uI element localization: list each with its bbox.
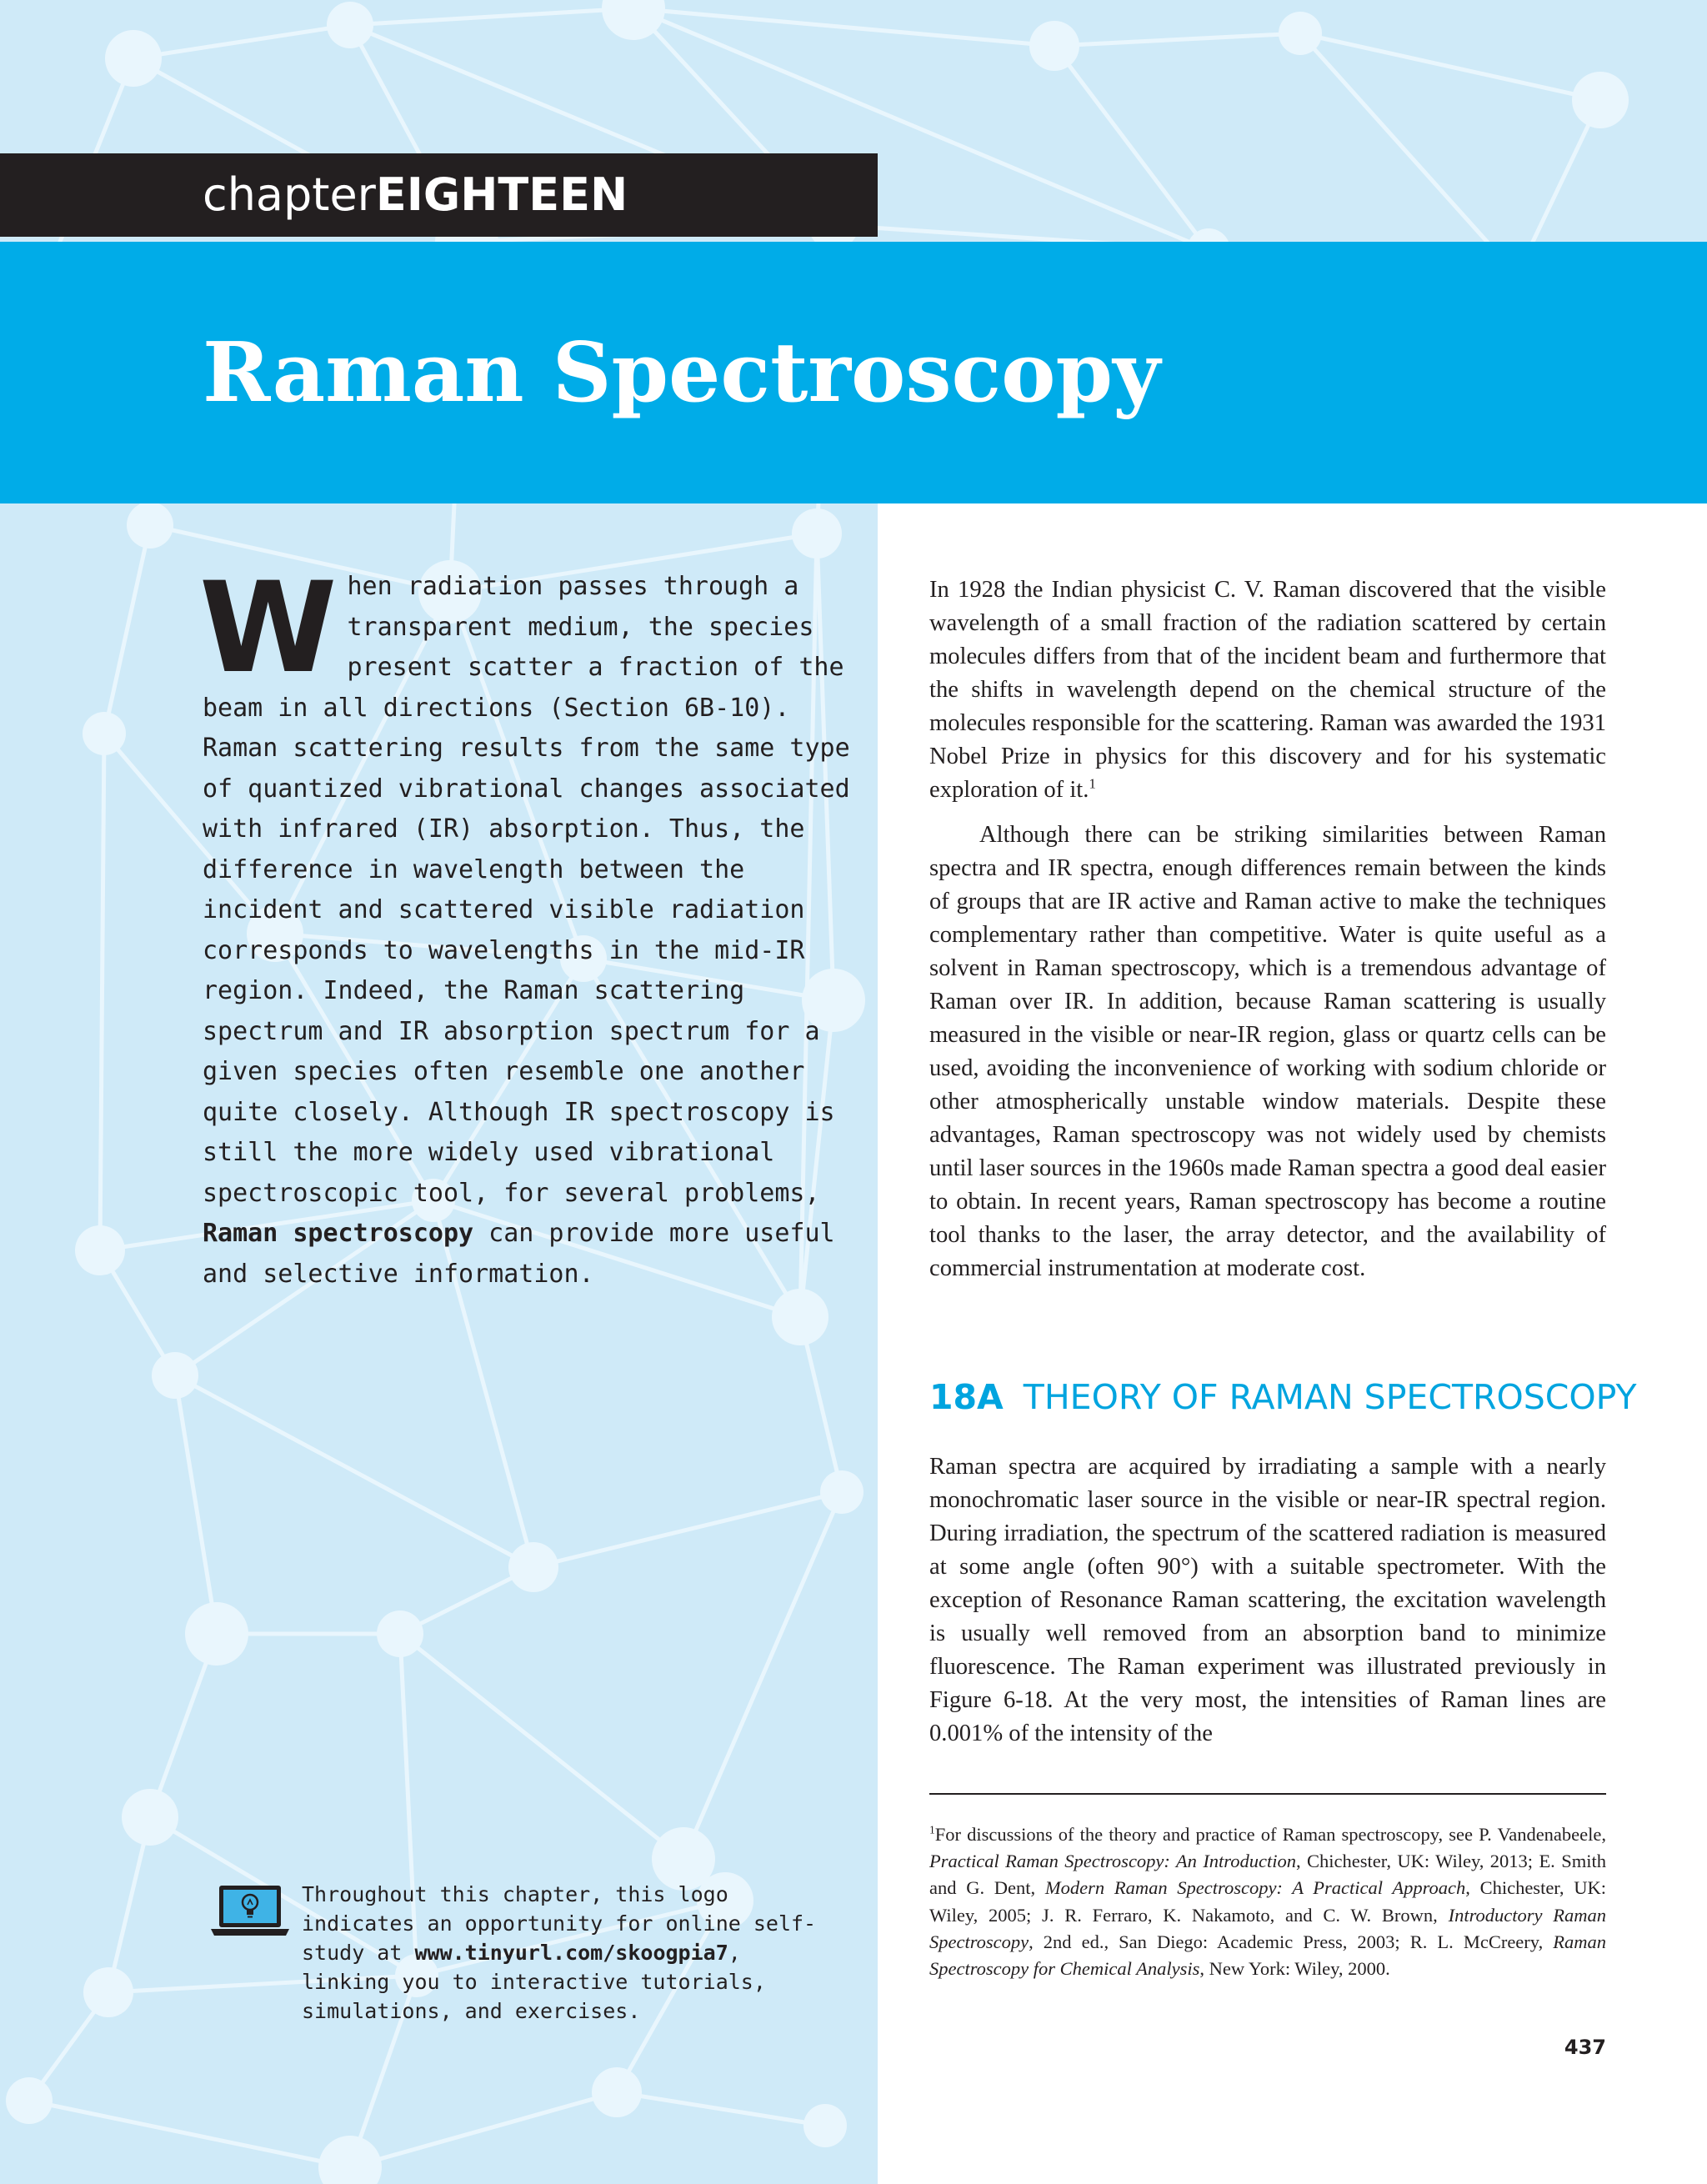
drop-cap: W [199,556,338,701]
paragraph-comparison-text: Although there can be striking similarities between Raman spectra and IR spectra, enough differences remain between the kinds of groups that are IR active and Raman active to make the techniques complementary rather than competitive. Water is quite useful as a solvent in Raman spectroscopy, which is a tremendous advantage of Raman over IR. In addition, because Raman scattering is usually measured in the visible or near-IR region, glass or quartz cells can be used, avoiding the inconvenience of working with sodium chloride or other atmospherically unstable window materials. Despite these advantages, Raman spectroscopy was not widely used by chemists until laser sources in the 1960s made Raman spectra a good deal easier to obtain. In recent years, Raman spectroscopy has become a routine tool thanks to the laser, the array detector, and the availability of commercial instrumentation at moderate cost. [929,822,1606,1281]
network-link [1300,33,1600,100]
online-study-text-end: , linking you to interactive tutorials, simulations, and exercises. [302,1941,766,2023]
intro-text: hen radiation passes through a transparent medium, the species present scatter a fraction of the beam in all directions (Section 6B-10). Raman scattering results from the same type of quantized vibrational changes associated with infrared (IR) absorption. Thus, the difference in wavelength between the incident and scattered visible radiation corresponds to wavelengths in the mid-IR region. Indeed, the Raman scattering spectrum and IR absorption spectrum for a given species often resemble one another quite closely. Although IR spectroscopy is still the more widely used vibrational spectroscopic tool, for several problems, [203,572,850,1208]
footnote-marker: 1 [929,1823,935,1836]
network-node [122,1789,178,1846]
network-link [104,525,150,734]
network-node [152,1352,198,1399]
chapter-title: Raman Spectroscopy [203,325,1161,421]
network-link [175,1375,533,1567]
footnote-book-title: Raman Spectroscopy for Chemical Analysis [929,1931,1606,1980]
network-node [803,2104,847,2147]
network-link [533,1492,842,1567]
section-title: THEORY OF RAMAN SPECTROSCOPY [1023,1377,1637,1417]
network-node [318,2136,382,2184]
footnote-book-title: Modern Raman Spectroscopy: A Practical Approach [1044,1877,1466,1899]
online-study-link[interactable]: www.tinyurl.com/skoogpia7 [414,1941,728,1965]
network-node [377,1610,423,1657]
paragraph-theory [929,1450,1606,1751]
network-node [6,2077,53,2124]
section-number: 18A [929,1377,1004,1417]
intro-text-end: can provide more useful and selective information. [203,1219,835,1289]
network-link [350,2092,617,2167]
online-study-note [211,1880,817,2023]
network-node [127,502,173,549]
network-node [83,1967,133,2017]
network-link [617,2092,825,2126]
network-node [75,1225,125,1275]
chapter-label [0,153,878,237]
network-link [400,1634,683,1859]
network-node [1279,12,1322,55]
network-node [327,2,373,48]
network-node [820,1470,864,1514]
network-node [592,2067,642,2117]
online-study-text-start: Throughout this chapter, this logo indicates an opportunity for online self-study at [302,1882,817,1965]
network-link [175,1375,217,1634]
footnote-reference[interactable]: 1 [1089,775,1096,792]
network-link [350,8,633,25]
network-node [792,508,842,559]
footnote-divider [929,1793,1606,1795]
intro-paragraph [199,556,853,1295]
network-link [100,734,104,1250]
section-heading [929,1377,1637,1417]
network-link [29,2101,350,2167]
network-link [1054,33,1300,46]
footnote-text: , 2nd ed., San Diego: Academic Press, 2003; R. L. McCreery, [1029,1931,1554,1952]
title-band [0,242,1707,503]
chapter-number: EIGHTEEN [375,168,628,221]
footnote-text: , Chichester, UK: Wiley, 2005; J. R. Ferraro, K. Nakamoto, and C. W. Brown, [929,1877,1606,1926]
network-node [772,1289,828,1345]
paragraph-history [929,574,1606,807]
online-study-text [302,1880,818,2026]
footnote-book-title: Practical Raman Spectroscopy: An Introduction [929,1851,1296,1872]
network-link [683,1492,842,1859]
network-node [105,30,162,87]
laptop-lightbulb-icon [211,1884,289,1939]
network-link [1300,33,1517,275]
paragraph-history-text: In 1928 the Indian physicist C. V. Raman discovered that the visible wavelength of a small fraction of the radiation scattered by certain molecules differs from that of the incident beam and furthermore that the shifts in wavelength depend on the chemical structure of the molecules responsible for the scattering. Raman was awarded the 1931 Nobel Prize in physics for this discovery and for his systematic exploration of it. [929,577,1606,803]
network-node [185,1602,248,1666]
network-node [508,1542,558,1592]
key-term: Raman spectroscopy [203,1219,474,1248]
network-node [1029,21,1079,71]
footnote-text: , Chichester, UK: Wiley, 2013; E. Smith and G. Dent, [929,1851,1606,1899]
network-node [83,712,126,755]
network-link [633,8,1054,46]
paragraph-comparison [929,819,1606,1285]
footnote-text: , New York: Wiley, 2000. [1199,1958,1390,1980]
footnote [929,1821,1606,1982]
network-link [133,25,350,58]
chapter-word: chapter [203,168,376,221]
page-number: 437 [1564,2036,1606,2059]
footnote-text: For discussions of the theory and practice of Raman spectroscopy, see P. Vandenabeele, [934,1824,1606,1845]
footnote-book-title: Introductory Raman Spectroscopy [929,1904,1607,1952]
network-node [1572,72,1629,128]
paragraph-theory-text: Raman spectra are acquired by irradiating a sample with a nearly monochromatic laser source in the visible or near-IR spectral region. During irradiation, the spectrum of the scattered radiation is measured at some angle (often 90°) with a suitable spectrometer. With the exception of Resonance Raman scattering, the excitation wavelength is usually well removed from an absorption band to minimize fluorescence. The Raman experiment was illustrated previously in Figure 6-18. At the very most, the intensities of Raman lines are 0.001% of the intensity of the [929,1454,1606,1746]
